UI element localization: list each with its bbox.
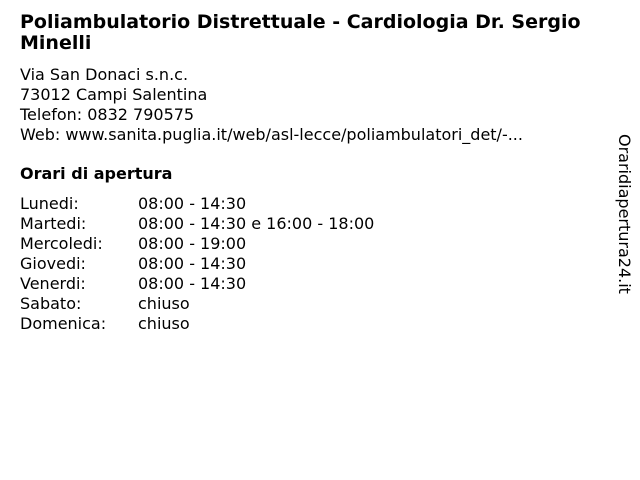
time-value: chiuso: [138, 294, 190, 313]
time-value: 08:00 - 14:30: [138, 254, 247, 273]
address-city: 73012 Campi Salentina: [20, 85, 208, 104]
time-value: 08:00 - 14:30: [138, 274, 247, 293]
time-value: 08:00 - 14:30 e 16:00 - 18:00: [138, 214, 375, 233]
brand-watermark: Oraridiapertura24.it: [615, 134, 634, 294]
time-value: 08:00 - 19:00: [138, 234, 247, 253]
hours-row: [20, 234, 374, 254]
contact-info: [20, 65, 523, 145]
day-label: Domenica:: [20, 314, 107, 333]
day-label: Giovedi:: [20, 254, 86, 273]
time-value: 08:00 - 14:30: [138, 194, 247, 213]
hours-row: [20, 194, 374, 214]
opening-hours-table: [20, 194, 374, 334]
opening-hours-heading: Orari di apertura: [20, 164, 173, 183]
day-label: Mercoledi:: [20, 234, 103, 253]
day-label: Sabato:: [20, 294, 82, 313]
hours-row: [20, 254, 374, 274]
day-label: Venerdi:: [20, 274, 86, 293]
phone-number: Telefon: 0832 790575: [20, 105, 195, 124]
time-value: chiuso: [138, 314, 190, 333]
hours-row: [20, 294, 374, 314]
hours-row: [20, 274, 374, 294]
day-label: Lunedi:: [20, 194, 79, 213]
website-link[interactable]: Web: www.sanita.puglia.it/web/asl-lecce/poliambulatori_det/-...: [20, 125, 523, 144]
hours-row: [20, 214, 374, 234]
page-title: Poliambulatorio Distrettuale - Cardiologia Dr. Sergio Minelli: [20, 11, 581, 54]
day-label: Martedi:: [20, 214, 87, 233]
hours-row: [20, 314, 374, 334]
address-street: Via San Donaci s.n.c.: [20, 65, 189, 84]
